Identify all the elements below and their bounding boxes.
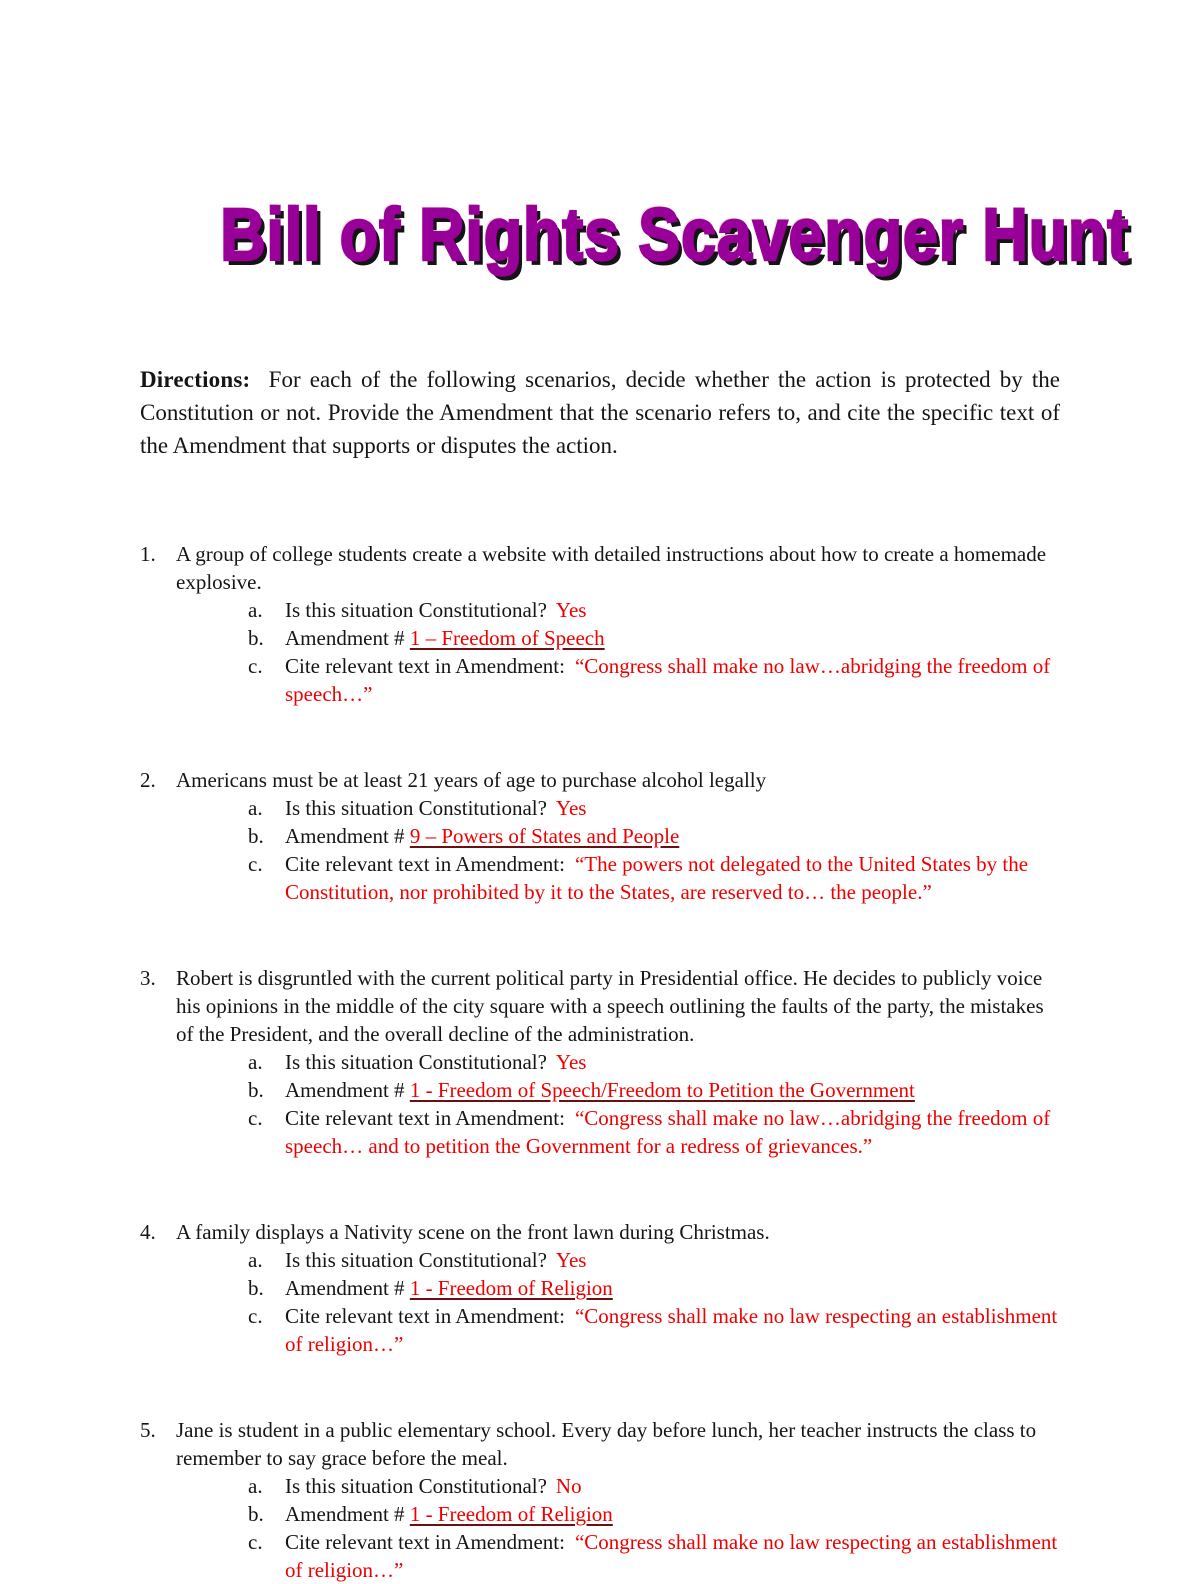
question-c-row	[248, 1528, 1060, 1584]
question-c	[285, 1302, 1060, 1358]
letter-b: b.	[248, 1078, 264, 1103]
answer-constitutional: No	[555, 1474, 582, 1499]
question-b	[285, 624, 1060, 652]
question-c-row	[248, 1104, 1060, 1160]
scenario-item-5	[140, 1416, 1060, 1584]
scenario-row	[140, 766, 1060, 794]
question-a	[285, 1472, 1060, 1500]
letter-a: a.	[248, 1248, 263, 1273]
answer-amendment: 1 - Freedom of Speech/Freedom to Petition the Government	[409, 1078, 915, 1103]
letter-b: b.	[248, 1276, 264, 1301]
question-b	[285, 822, 1060, 850]
question-b	[285, 1076, 1060, 1104]
letter-a: a.	[248, 598, 263, 623]
scenario-text: Robert is disgruntled with the current political party in Presidential office. He decides to publicly voice his opinions in the middle of the city square with a speech outlining the faults of the party, the mistakes of the President, and the overall decline of the administration.	[176, 966, 1044, 1047]
question-c-row	[248, 850, 1060, 906]
question-a-row	[248, 1048, 1060, 1076]
title-block	[140, 148, 1130, 321]
scenario-row	[140, 1416, 1060, 1472]
scenario-text: Jane is student in a public elementary school. Every day before lunch, her teacher instructs the class to remember to say grace before the meal.	[176, 1418, 1037, 1471]
question-c-row	[248, 652, 1060, 708]
question-b-row	[248, 1274, 1060, 1302]
question-a	[285, 794, 1060, 822]
scenario-row	[140, 1218, 1060, 1246]
answer-citation: “Congress shall make no law respecting an establishment of religion…”	[285, 1304, 1058, 1357]
question-c	[285, 1528, 1060, 1584]
scenario-text: Americans must be at least 21 years of age to purchase alcohol legally	[176, 768, 767, 793]
answer-citation: “Congress shall make no law…abridging the freedom of speech…”	[285, 654, 1051, 707]
page-title: Bill of Rights Scavenger Hunt	[220, 192, 1130, 276]
question-b-label: Amendment #	[285, 626, 405, 651]
letter-c: c.	[248, 852, 263, 877]
letter-c: c.	[248, 1304, 263, 1329]
item-number: 3.	[140, 966, 156, 991]
question-a-label: Is this situation Constitutional?	[285, 1248, 547, 1273]
letter-b: b.	[248, 626, 264, 651]
directions-label: Directions:	[140, 367, 251, 393]
sub-questions	[248, 1472, 1060, 1584]
answer-constitutional: Yes	[555, 598, 587, 623]
letter-a: a.	[248, 1050, 263, 1075]
question-c	[285, 850, 1060, 906]
answer-amendment: 1 – Freedom of Speech	[409, 626, 605, 651]
item-number: 5.	[140, 1418, 156, 1443]
item-number: 4.	[140, 1220, 156, 1245]
directions-text: For each of the following scenarios, decide whether the action is protected by the Constitution or not. Provide the Amendment that the scenario refers to, and cite the specific text of the Amendment that supports or disputes the action.	[140, 367, 1061, 459]
scenario-row	[140, 964, 1060, 1048]
answer-constitutional: Yes	[555, 1248, 587, 1273]
answer-amendment: 1 - Freedom of Religion	[409, 1502, 613, 1527]
question-b-row	[248, 624, 1060, 652]
letter-b: b.	[248, 1502, 264, 1527]
question-c-label: Cite relevant text in Amendment:	[285, 1106, 565, 1131]
question-b-row	[248, 1500, 1060, 1528]
sub-questions	[248, 596, 1060, 708]
answer-citation: “Congress shall make no law respecting an establishment of religion…”	[285, 1530, 1058, 1583]
scenario-item-1	[140, 540, 1060, 708]
question-a-label: Is this situation Constitutional?	[285, 598, 547, 623]
sub-questions	[248, 1048, 1060, 1160]
question-a	[285, 596, 1060, 624]
sub-questions	[248, 1246, 1060, 1358]
question-a-row	[248, 1246, 1060, 1274]
question-a-row	[248, 1472, 1060, 1500]
scenario-row	[140, 540, 1060, 596]
question-b-label: Amendment #	[285, 1276, 405, 1301]
question-b-row	[248, 822, 1060, 850]
question-c-label: Cite relevant text in Amendment:	[285, 1530, 565, 1555]
question-a-label: Is this situation Constitutional?	[285, 1050, 547, 1075]
question-b-label: Amendment #	[285, 1502, 405, 1527]
letter-c: c.	[248, 1530, 263, 1555]
question-b	[285, 1500, 1060, 1528]
question-b-label: Amendment #	[285, 824, 405, 849]
question-a-row	[248, 596, 1060, 624]
answer-constitutional: Yes	[555, 796, 587, 821]
answer-amendment: 1 - Freedom of Religion	[409, 1276, 613, 1301]
question-c-label: Cite relevant text in Amendment:	[285, 654, 565, 679]
scenario-item-4	[140, 1218, 1060, 1358]
item-number: 1.	[140, 542, 156, 567]
answer-citation: “The powers not delegated to the United States by the Constitution, nor prohibited by it to the States, are reserved to… the people.”	[285, 852, 1029, 905]
scenario-item-3	[140, 964, 1060, 1160]
question-b	[285, 1274, 1060, 1302]
question-a	[285, 1048, 1060, 1076]
scenario-item-2	[140, 766, 1060, 906]
question-c	[285, 652, 1060, 708]
question-b-row	[248, 1076, 1060, 1104]
question-a-label: Is this situation Constitutional?	[285, 1474, 547, 1499]
letter-c: c.	[248, 1106, 263, 1131]
scenario-text: A group of college students create a website with detailed instructions about how to create a homemade explosive.	[176, 542, 1047, 595]
question-a-row	[248, 794, 1060, 822]
letter-c: c.	[248, 654, 263, 679]
scenario-text: A family displays a Nativity scene on the front lawn during Christmas.	[176, 1220, 770, 1245]
answer-amendment: 9 – Powers of States and People	[409, 824, 680, 849]
question-c-label: Cite relevant text in Amendment:	[285, 1304, 565, 1329]
letter-a: a.	[248, 1474, 263, 1499]
letter-b: b.	[248, 824, 264, 849]
question-c	[285, 1104, 1060, 1160]
directions-paragraph	[140, 363, 1060, 462]
answer-citation: “Congress shall make no law…abridging the freedom of speech… and to petition the Government for a redress of grievances.”	[285, 1106, 1051, 1159]
question-a	[285, 1246, 1060, 1274]
sub-questions	[248, 794, 1060, 906]
question-c-label: Cite relevant text in Amendment:	[285, 852, 565, 877]
question-a-label: Is this situation Constitutional?	[285, 796, 547, 821]
letter-a: a.	[248, 796, 263, 821]
question-b-label: Amendment #	[285, 1078, 405, 1103]
answer-constitutional: Yes	[555, 1050, 587, 1075]
question-c-row	[248, 1302, 1060, 1358]
item-number: 2.	[140, 768, 156, 793]
scenario-list	[140, 540, 1060, 1584]
